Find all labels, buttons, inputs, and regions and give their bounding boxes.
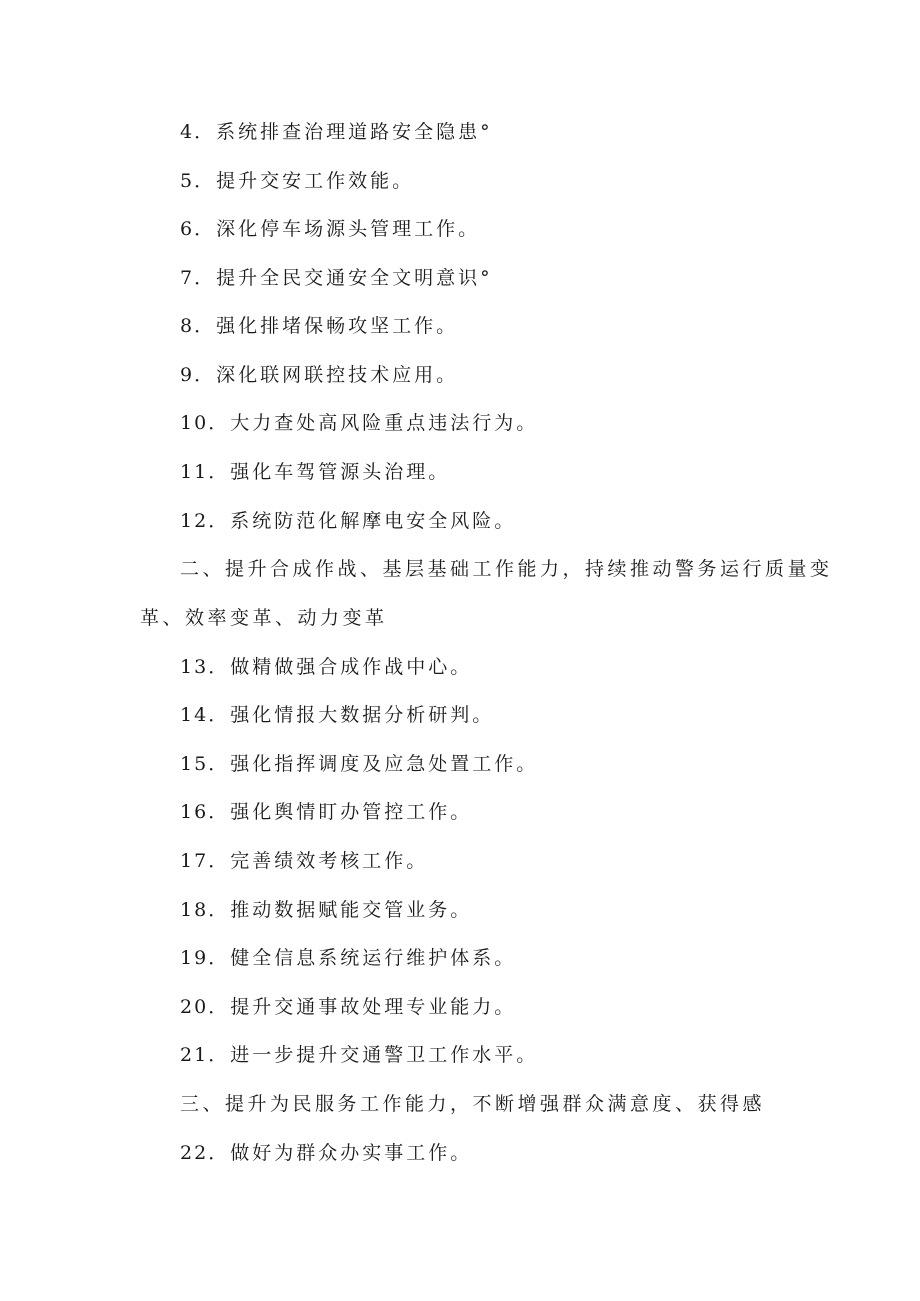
list-item-12 (180, 509, 516, 533)
item-number: 20 (180, 996, 209, 1018)
item-text: ．深化联网联控技术应用。 (194, 364, 459, 386)
list-item-8 (180, 314, 458, 338)
item-text: ．提升全民交通安全文明意识° (194, 267, 493, 289)
item-text: ．进一步提升交通警卫工作水平。 (208, 1044, 539, 1066)
list-item-5 (180, 169, 414, 193)
item-text: ．提升交通事故处理专业能力。 (208, 996, 517, 1018)
section-heading-2: 二、提升合成作战、基层基础工作能力，持续推动警务运行质量变 (180, 558, 833, 580)
item-text: ．完善绩效考核工作。 (208, 850, 429, 872)
item-number: 4 (180, 121, 195, 143)
list-item-4 (180, 120, 493, 144)
item-number: 9 (180, 364, 195, 386)
item-number: 22 (180, 1142, 209, 1164)
item-text: ．推动数据赋能交管业务。 (208, 899, 473, 921)
item-text: ．强化情报大数据分析研判。 (208, 704, 495, 726)
section-heading-2-continued: 革、效率变革、动力变革 (140, 607, 388, 629)
item-number: 21 (180, 1044, 209, 1066)
item-text: ．做精做强合成作战中心。 (208, 656, 473, 678)
item-text: ．强化排堵保畅攻坚工作。 (194, 315, 459, 337)
item-number: 10 (180, 412, 209, 434)
item-number: 19 (180, 947, 209, 969)
list-item-7 (180, 266, 493, 290)
list-item-11 (180, 460, 450, 484)
item-text: ．系统排查治理道路安全隐患° (194, 121, 493, 143)
list-item-18 (180, 898, 472, 922)
item-text: ．提升交安工作效能。 (194, 170, 415, 192)
item-number: 5 (180, 170, 195, 192)
item-text: ．大力查处高风险重点违法行为。 (208, 412, 539, 434)
list-item-17 (180, 849, 428, 873)
item-text: ．强化舆情盯办管控工作。 (208, 801, 473, 823)
list-item-20 (180, 995, 516, 1019)
item-number: 16 (180, 801, 209, 823)
list-item-14 (180, 703, 494, 727)
item-text: ．深化停车场源头管理工作。 (194, 218, 481, 240)
item-text: ．健全信息系统运行维护体系。 (208, 947, 517, 969)
item-text: ．做好为群众办实事工作。 (208, 1142, 473, 1164)
item-number: 12 (180, 510, 209, 532)
item-text: ．强化指挥调度及应急处置工作。 (208, 753, 539, 775)
item-number: 18 (180, 899, 209, 921)
list-item-16 (180, 800, 472, 824)
item-number: 14 (180, 704, 209, 726)
item-number: 7 (180, 267, 195, 289)
item-number: 6 (180, 218, 195, 240)
item-number: 13 (180, 656, 209, 678)
item-text: ．强化车驾管源头治理。 (208, 461, 451, 483)
list-item-13 (180, 655, 472, 679)
list-item-19 (180, 946, 516, 970)
list-item-10 (180, 411, 538, 435)
item-number: 15 (180, 753, 209, 775)
list-item-9 (180, 363, 458, 387)
list-item-21 (180, 1043, 538, 1067)
list-item-22 (180, 1141, 472, 1165)
list-item-15 (180, 752, 538, 776)
item-number: 17 (180, 850, 209, 872)
item-number: 8 (180, 315, 195, 337)
item-text: ．系统防范化解摩电安全风险。 (208, 510, 517, 532)
item-number: 11 (180, 461, 209, 483)
section-heading-3: 三、提升为民服务工作能力，不断增强群众满意度、获得感 (180, 1093, 766, 1115)
list-item-6 (180, 217, 480, 241)
